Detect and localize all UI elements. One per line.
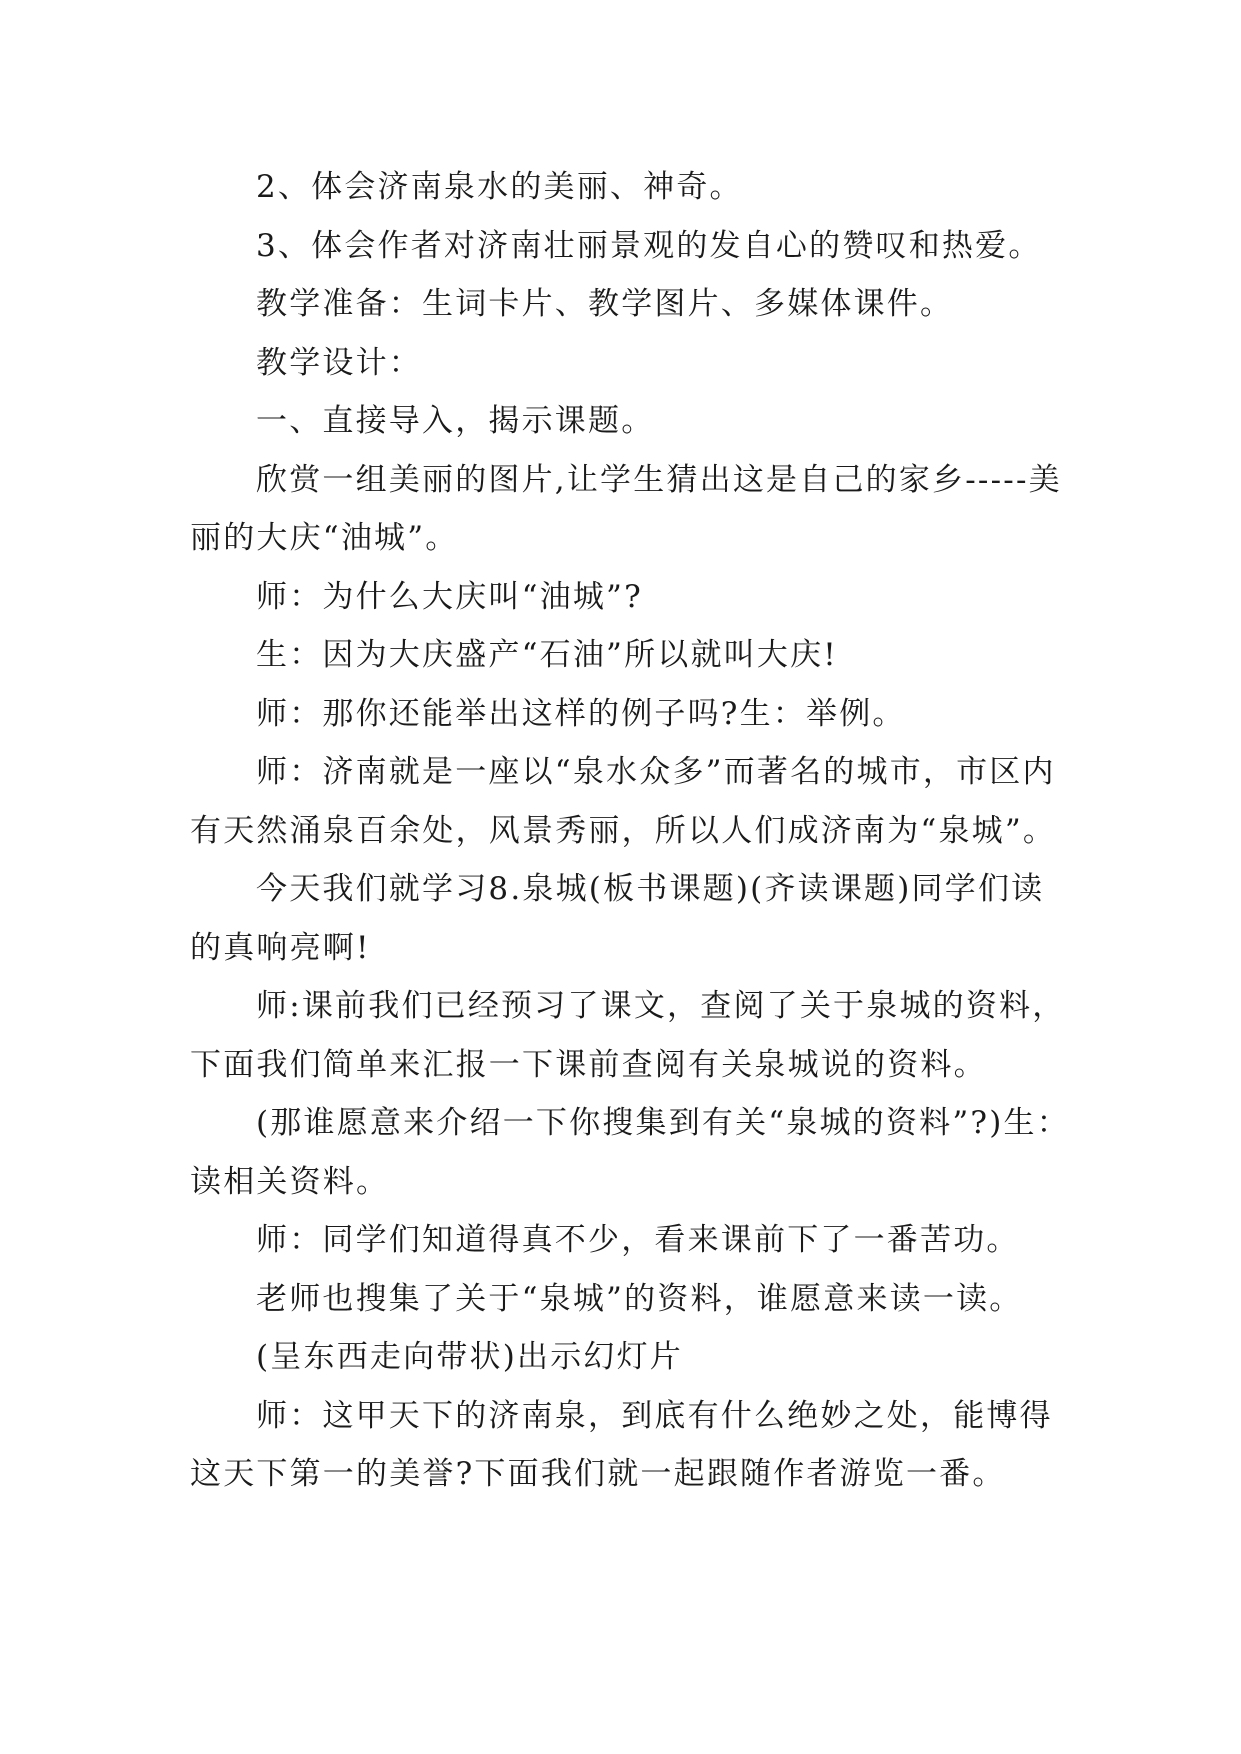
paragraph: 教学准备：生词卡片、教学图片、多媒体课件。 — [256, 286, 954, 322]
paragraph: 师：为什么大庆叫“油城”? — [256, 578, 643, 615]
paragraph: 欣赏一组美丽的图片,让学生猜出这是自己的家乡-----美丽的大庆“油城”。 — [190, 461, 1062, 556]
paragraph: (呈东西走向带状)出示幻灯片 — [256, 1339, 683, 1375]
paragraph: 师：这甲天下的济南泉，到底有什么绝妙之处，能博得这天下第一的美誉?下面我们就一起跟随作者游览一番。 — [190, 1397, 1053, 1492]
paragraph: 师：济南就是一座以“泉水众多”而著名的城市，市区内有天然涌泉百余处，风景秀丽，所以人们成济南为“泉城”。 — [190, 754, 1057, 849]
paragraph: 生：因为大庆盛产“石油”所以就叫大庆! — [256, 637, 838, 673]
paragraph: (那谁愿意来介绍一下你搜集到有关“泉城的资料”?)生：读相关资料。 — [190, 1105, 1070, 1200]
document-body — [190, 158, 1070, 1504]
paragraph: 今天我们就学习8.泉城(板书课题)(齐读课题)同学们读的真响亮啊! — [190, 871, 1045, 966]
paragraph: 师:课前我们已经预习了课文，查阅了关于泉城的资料，下面我们简单来汇报一下课前查阅有关泉城说的资料。 — [190, 988, 1066, 1083]
paragraph: 教学设计： — [256, 344, 422, 381]
paragraph: 师：那你还能举出这样的例子吗?生：举例。 — [256, 695, 906, 732]
paragraph: 2、体会济南泉水的美丽、神奇。 — [256, 169, 743, 205]
paragraph: 老师也搜集了关于“泉城”的资料，谁愿意来读一读。 — [256, 1280, 1023, 1317]
paragraph: 一、直接导入，揭示课题。 — [256, 403, 655, 439]
paragraph: 师：同学们知道得真不少，看来课前下了一番苦功。 — [256, 1222, 1020, 1258]
paragraph: 3、体会作者对济南壮丽景观的发自心的赞叹和热爱。 — [256, 227, 1042, 264]
